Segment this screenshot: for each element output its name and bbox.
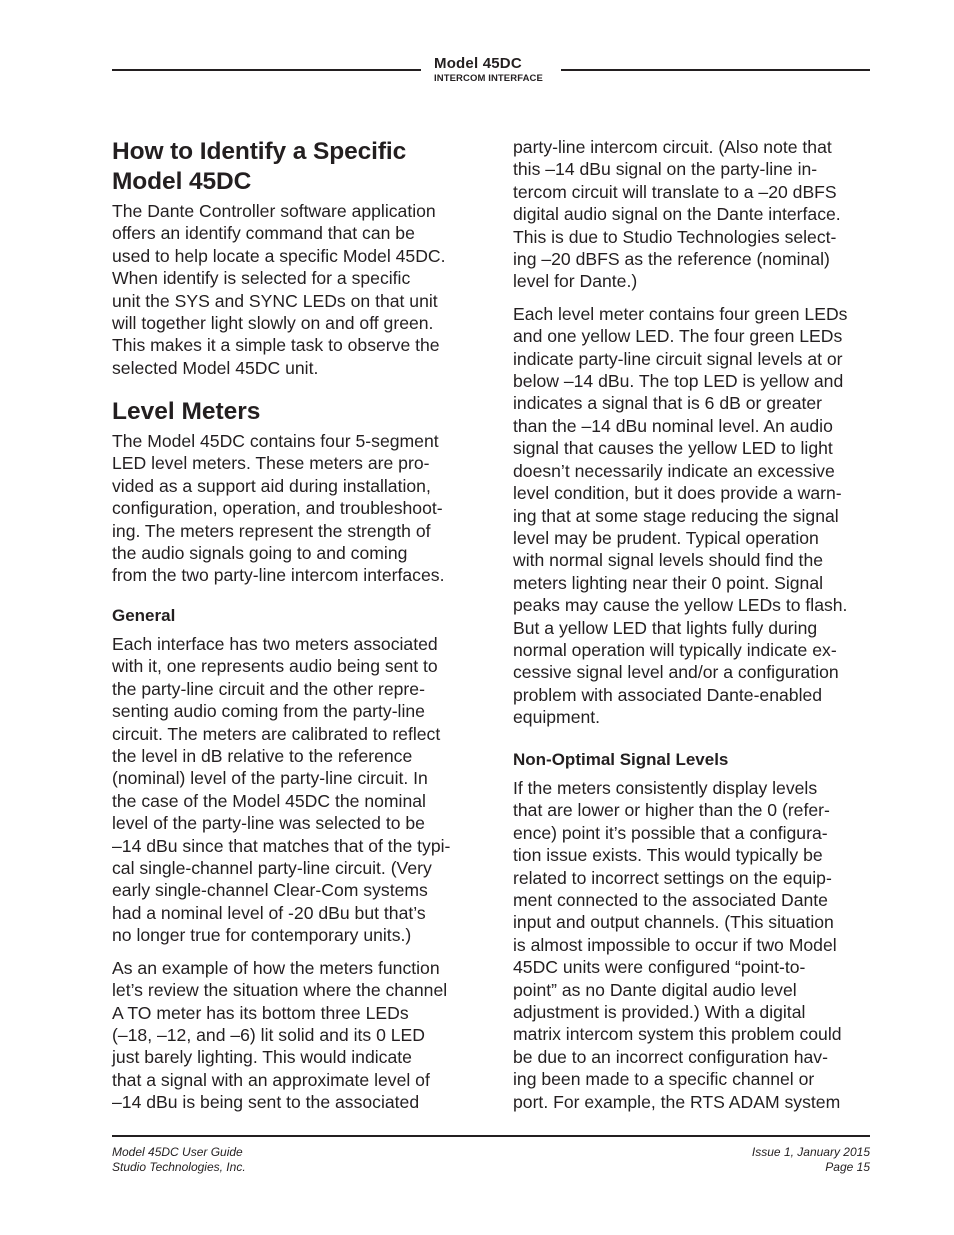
paragraph-level-meters (112, 430, 444, 587)
text-line: ing that at some stage reducing the signal (513, 505, 839, 526)
paragraph-identify (112, 200, 446, 379)
text-line: –14 dBu since that matches that of the typi- (112, 835, 451, 856)
footer-right (752, 1145, 870, 1175)
text-line: ing been made to a specific channel or (513, 1069, 815, 1090)
text-line: But a yellow LED that lights fully during (513, 617, 818, 638)
text-line: The Model 45DC contains four 5-segment (112, 431, 439, 451)
text-line: with normal signal levels should find the (513, 550, 824, 571)
heading-line: Model 45DC (112, 168, 252, 195)
text-line: that a signal with an approximate level of (112, 1069, 430, 1090)
text-line: ment connected to the associated Dante (513, 890, 828, 911)
footer-company: Studio Technologies, Inc. (112, 1160, 246, 1174)
text-line: point” as no Dante digital audio level (513, 979, 797, 1000)
heading-line: How to Identify a Specific (112, 138, 407, 165)
footer-page-number: Page 15 (825, 1160, 870, 1174)
text-line: just barely lighting. This would indicate (112, 1047, 412, 1068)
heading-general: General (112, 606, 176, 625)
text-line: is almost impossible to occur if two Model (513, 934, 837, 955)
text-line: with it, one represents audio being sent to (112, 656, 438, 677)
text-line: LED level meters. These meters are pro- (112, 453, 430, 474)
text-line: ing –20 dBFS as the reference (nominal) (513, 249, 830, 270)
header-subtitle: INTERCOM INTERFACE (434, 73, 543, 84)
text-line: level condition, but it does provide a warn- (513, 483, 842, 504)
text-line: As an example of how the meters function (112, 957, 440, 978)
paragraph-continued (513, 136, 847, 293)
heading-level-meters: Level Meters (112, 398, 261, 425)
text-line: port. For example, the RTS ADAM system (513, 1091, 841, 1112)
text-line: (–18, –12, and –6) lit solid and its 0 LED (112, 1024, 425, 1045)
text-line: be due to an incorrect configuration hav- (513, 1046, 828, 1067)
paragraph-led-description (513, 303, 847, 729)
heading-identify (112, 137, 446, 197)
text-line: ence) point it’s possible that a configura- (513, 822, 828, 843)
text-line: below –14 dBu. The top LED is yellow and (513, 371, 844, 392)
text-line: peaks may cause the yellow LEDs to flash. (513, 595, 848, 616)
text-line: tion issue exists. This would typically be (513, 845, 823, 866)
text-line: configuration, operation, and troubleshoot- (112, 498, 443, 519)
text-line: and one yellow LED. The four green LEDs (513, 326, 843, 347)
text-line: meters lighting near their 0 point. Signal (513, 572, 824, 593)
text-line: equipment. (513, 707, 601, 728)
footer-left (112, 1145, 246, 1175)
header-title: Model 45DC (434, 55, 522, 72)
text-line: (nominal) level of the party-line circuit. In (112, 768, 428, 789)
section-continued (513, 136, 847, 729)
text-line: indicates a signal that is 6 dB or greater (513, 393, 823, 414)
text-line: If the meters consistently display levels (513, 778, 818, 798)
paragraph-general-1 (112, 633, 450, 947)
text-line: used to help locate a specific Model 45DC. (112, 245, 446, 266)
text-line: will together light slowly on and off green. (112, 313, 434, 334)
text-line: unit the SYS and SYNC LEDs on that unit (112, 290, 438, 311)
text-line: the level in dB relative to the reference (112, 746, 413, 767)
text-line: ing. The meters represent the strength of (112, 520, 431, 541)
footer-rule (112, 1135, 870, 1137)
text-line: level of the party-line was selected to be (112, 813, 425, 834)
section-identify (112, 137, 446, 379)
text-line: matrix intercom system this problem could (513, 1024, 842, 1045)
text-line: circuit. The meters are calibrated to reflect (112, 723, 441, 744)
header-rule-left (112, 69, 421, 71)
text-line: this –14 dBu signal on the party-line in- (513, 159, 818, 180)
header-rule-right (561, 69, 870, 71)
section-general (112, 605, 450, 1114)
text-line: –14 dBu is being sent to the associated (112, 1092, 420, 1113)
text-line: This makes it a simple task to observe the (112, 335, 440, 356)
heading-non-optimal: Non-Optimal Signal Levels (513, 750, 729, 769)
text-line: Each level meter contains four green LEDs (513, 303, 848, 324)
text-line: early single-channel Clear-Com systems (112, 880, 428, 901)
text-line: The Dante Controller software application (112, 201, 436, 221)
footer-issue: Issue 1, January 2015 (751, 1145, 870, 1159)
text-line: normal operation will typically indicate ex- (513, 639, 837, 660)
text-line: from the two party-line intercom interfaces. (112, 565, 445, 586)
text-line: level may be prudent. Typical operation (513, 527, 819, 548)
text-line: related to incorrect settings on the equip- (513, 867, 832, 888)
text-line: senting audio coming from the party-line (112, 701, 425, 722)
text-line: cessive signal level and/or a configuration (513, 662, 839, 683)
text-line: vided as a support aid during installation, (112, 475, 431, 496)
text-line: that are lower or higher than the 0 (refer- (513, 800, 830, 821)
section-level-meters (112, 397, 444, 587)
text-line: A TO meter has its bottom three LEDs (112, 1002, 409, 1023)
text-line: level for Dante.) (513, 271, 638, 292)
text-line: the case of the Model 45DC the nominal (112, 790, 426, 811)
text-line: selected Model 45DC unit. (112, 357, 319, 378)
text-line: problem with associated Dante-enabled (513, 684, 823, 705)
text-line: party-line intercom circuit. (Also note that (513, 137, 832, 157)
text-line: doesn’t necessarily indicate an excessive (513, 460, 835, 481)
text-line: 45DC units were configured “point-to- (513, 957, 806, 978)
text-line: had a nominal level of -20 dBu but that’s (112, 902, 426, 923)
text-line: digital audio signal on the Dante interface. (513, 204, 841, 225)
text-line: Each interface has two meters associated (112, 634, 438, 654)
text-line: input and output channels. (This situation (513, 912, 834, 933)
text-line: adjustment is provided.) With a digital (513, 1002, 806, 1023)
text-line: indicate party-line circuit signal levels at or (513, 348, 843, 369)
text-line: signal that causes the yellow LED to light (513, 438, 833, 459)
text-line: the party-line circuit and the other repre- (112, 678, 425, 699)
text-line: let’s review the situation where the channel (112, 980, 448, 1001)
text-line: tercom circuit will translate to a –20 dBFS (513, 181, 837, 202)
text-line: the audio signals going to and coming (112, 543, 408, 564)
section-non-optimal (513, 749, 842, 1113)
text-line: no longer true for contemporary units.) (112, 925, 412, 946)
footer-guide-title: Model 45DC User Guide (112, 1145, 243, 1159)
text-line: This is due to Studio Technologies select- (513, 226, 837, 247)
text-line: offers an identify command that can be (112, 223, 415, 244)
paragraph-non-optimal (513, 777, 842, 1113)
text-line: When identify is selected for a specific (112, 268, 411, 289)
text-line: than the –14 dBu nominal level. An audio (513, 415, 833, 436)
text-line: cal single-channel party-line circuit. (Very (112, 858, 432, 879)
paragraph-general-2 (112, 957, 450, 1114)
